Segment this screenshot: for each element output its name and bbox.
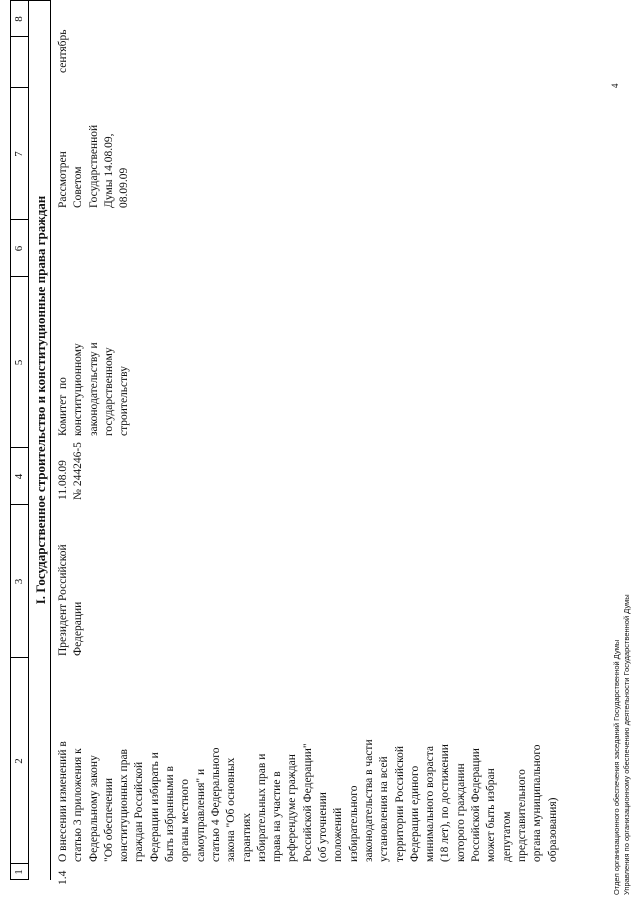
planned-month: сентябрь [57, 29, 69, 73]
column-number-8: 8 [13, 16, 25, 22]
column-number-6: 6 [13, 245, 25, 252]
council-consideration: Рассмотрен Советом Государственной Думы 14.08.09, 08.09.09 [57, 124, 131, 208]
column-number-7: 7 [13, 151, 25, 157]
bill-title: О внесении изменений в статью 3 приложения к Федеральному закону "Об обеспечении конституционных прав граждан Российской Федерации избирать и быть избранными в органы местного самоуправления" и статью 4 Федерального закона "Об основных гарантиях избирательных прав и права на участие в референдуме граждан Российской Федерации" (об уточнении положений избирательного законодательства в части установления на всей территории Российской Федерации единого минимального возраста (18 лет), по достижении которого гражданин Российской Федерации может быть избран депутатом представительного органа муниципального образования) [57, 739, 559, 862]
footer-department-line: Отдел организационного обеспечения заседаний Государственной Думы [612, 639, 621, 895]
column-number-4: 4 [13, 473, 25, 480]
row-number: 1.4 [57, 870, 69, 885]
section-row-bottom-border [50, 0, 51, 880]
header-row-bottom-border [28, 0, 29, 880]
footer-directorate-line: Управления по организационному обеспечению деятельности Государственной Думы [622, 594, 631, 895]
column-number-1: 1 [13, 869, 25, 875]
bill-registration: 11.08.09 № 244246-5 [57, 442, 85, 500]
column-number-5: 5 [13, 359, 25, 366]
bill-initiator: Президент Российской Федерации [57, 544, 85, 656]
column-number-3: 3 [13, 578, 25, 585]
page-number: 4 [610, 83, 620, 88]
responsible-committee: Комитет по конституционному законодательству и государственному строительству [57, 342, 131, 436]
column-number-2: 2 [13, 758, 25, 764]
section-heading: I. Государственное строительство и конституционные права граждан [33, 195, 48, 605]
